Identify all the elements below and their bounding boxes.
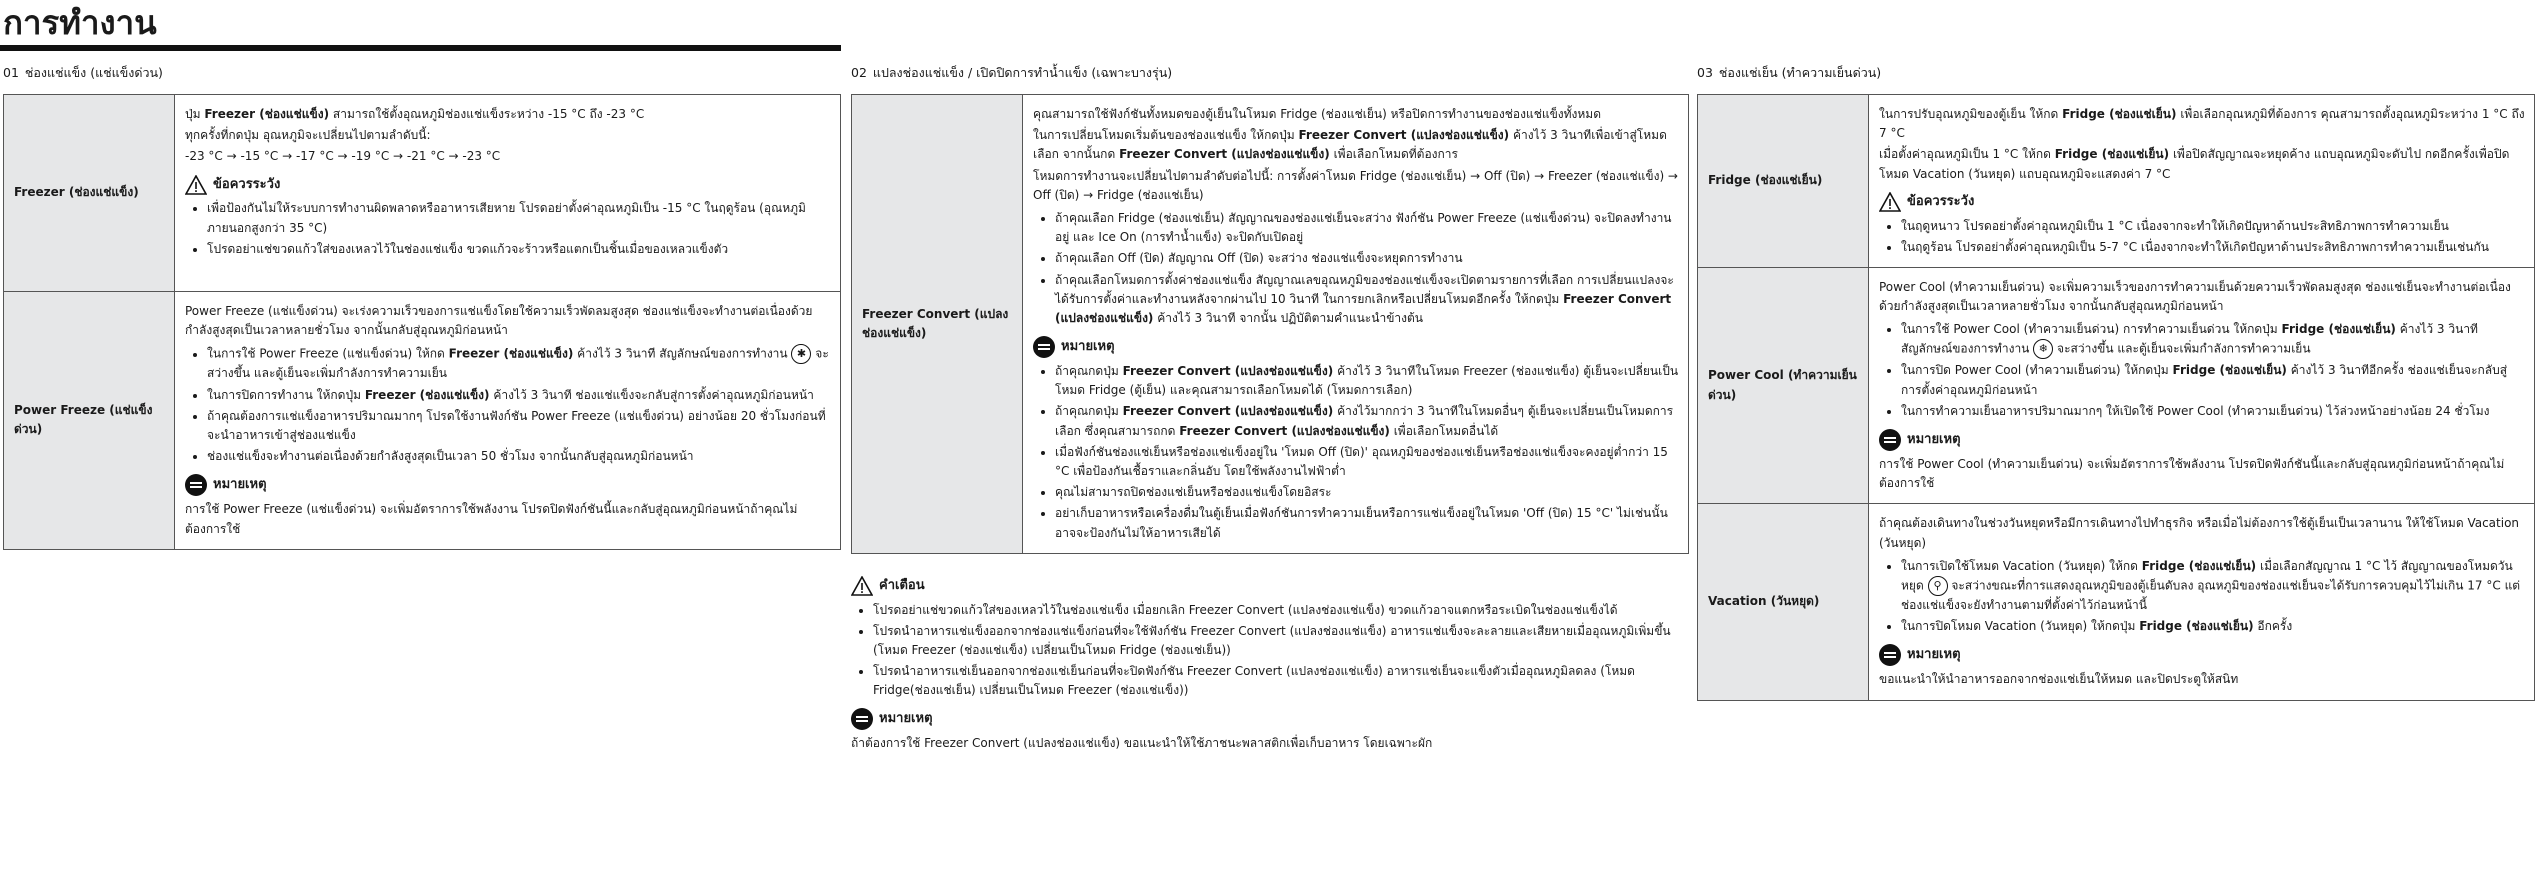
section-heading: [3, 62, 841, 84]
note-icon: [1879, 429, 1901, 451]
table-row: [4, 292, 841, 550]
note-text: ถ้าต้องการใช้ Freezer Convert (แปลงช่องแช่แข็ง) ขอแนะนำให้ใช้ภาชนะพลาสติกเพื่อเก็บอาหาร โดยเฉพาะผัก: [851, 736, 1433, 751]
warning-block: [851, 576, 1689, 754]
list-item: • โปรดนำอาหารแช่เย็นออกจากช่องแช่เย็นก่อนที่จะปิดฟังก์ชัน Freezer Convert (แปลงช่องแช่แข็ง) อาหารแช่เย็นจะแข็งตัวเมื่ออุณหภูมิลดลง (โหมด Fridge(ช่องแช่เย็น) เปลี่ยนเป็นโหมด Freezer (ช่องแช่แข็ง)): [873, 662, 1689, 700]
row-content: [1869, 95, 2535, 268]
power-freeze-symbol-icon: ✱: [791, 344, 811, 364]
paragraph: ในการปรับอุณหภูมิของตู้เย็น ให้กด Fridge (ช่องแช่เย็น) เพื่อเลือกอุณหภูมิที่ต้องการ คุณสามารถตั้งอุณหภูมิระหว่าง 1 °C ถึง 7 °C: [1879, 107, 2525, 141]
paragraph: Power Freeze (แช่แข็งด่วน) จะเร่งความเร็วของการแช่แข็งโดยใช้ความเร็วพัดลมสูงสุด ช่องแช่แข็งจะทำงานต่อเนื่องด้วยกำลังสูงสุดเป็นเวลาหลายชั่วโมง จากนั้นกลับสู่อุณหภูมิก่อนหน้า: [185, 304, 813, 338]
note-list: [1033, 362, 1680, 543]
fridge-table: [1697, 94, 2535, 701]
caution-heading: ข้อควรระวัง: [1879, 192, 2526, 213]
list-item: • ถ้าคุณกดปุ่ม Freezer Convert (แปลงช่องแช่แข็ง) ค้างไว้ 3 วินาทีในโหมด Freezer (ช่องแช่แข็ง) ตู้เย็นจะเปลี่ยนเป็นโหมด Fridge (ตู้เย็น) และคุณสามารถเลือกโหมดได้ (โหมดการเลือก): [1055, 362, 1680, 400]
freezer-table: [3, 94, 841, 550]
caution-triangle-icon: [185, 175, 207, 195]
caution-triangle-icon: [1879, 192, 1901, 212]
list-item: • ในการทำความเย็นอาหารปริมาณมากๆ ให้เปิดใช้ Power Cool (ทำความเย็นด่วน) ไว้ล่วงหน้าอย่างน้อย 24 ชั่วโมง: [1901, 402, 2526, 421]
note-text: การใช้ Power Freeze (แช่แข็งด่วน) จะเพิ่มอัตราการใช้พลังงาน โปรดปิดฟังก์ชันนี้และกลับสู่อุณหภูมิก่อนหน้าถ้าคุณไม่ต้องการใช้: [185, 502, 798, 536]
note-icon: [851, 708, 873, 730]
warning-list: [851, 601, 1689, 701]
row-label: Freezer (ช่องแช่แข็ง): [4, 95, 175, 292]
list-item: • เมื่อฟังก์ชันช่องแช่เย็นหรือช่องแช่แข็งอยู่ใน 'โหมด Off (ปิด)' อุณหภูมิของช่องแช่เย็นหรือช่องแช่แข็งจะคงอยู่ต่ำกว่า 15 °C เพื่อป้องกันเชื้อราและกลิ่นอับ โดยใช้พลังงานไฟฟ้าต่ำ: [1055, 443, 1680, 481]
caution-list: [1879, 217, 2526, 257]
page-title: การทำงาน: [3, 3, 157, 42]
caution-list: [185, 199, 832, 259]
list-item: • ถ้าคุณเลือก Off (ปิด) สัญญาณ Off (ปิด) จะสว่าง ช่องแช่แข็งจะหยุดการทำงาน: [1055, 249, 1680, 268]
vacation-symbol-icon: ⚲: [1928, 576, 1948, 596]
paragraph: ปุ่ม Freezer (ช่องแช่แข็ง) สามารถใช้ตั้งอุณหภูมิช่องแช่แข็งระหว่าง -15 °C ถึง -23 °C: [185, 107, 645, 121]
note-heading: หมายเหตุ: [1879, 644, 2526, 666]
caution-heading: ข้อควรระวัง: [185, 175, 832, 196]
list-item: • ถ้าคุณกดปุ่ม Freezer Convert (แปลงช่องแช่แข็ง) ค้างไว้มากกว่า 3 วินาทีในโหมดอื่นๆ ตู้เย็นจะเปลี่ยนเป็นโหมดการเลือก ซึ่งคุณสามารถกด Freezer Convert (แปลงช่องแช่แข็ง) เพื่อเลือกโหมดอื่นได้: [1055, 402, 1680, 440]
list-item: • อย่าเก็บอาหารหรือเครื่องดื่มในตู้เย็นเมื่อฟังก์ชันการทำความเย็นหรือการแช่แข็งอยู่ในโหมด 'Off (ปิด) 15 °C' ไม่เช่นนั้นอาจจะป้องกันไม่ให้อาหารเสียได้: [1055, 504, 1680, 542]
note-heading: หมายเหตุ: [851, 708, 1689, 730]
section-freezer-convert: [851, 62, 1689, 756]
note-heading: หมายเหตุ: [1033, 336, 1680, 358]
row-content: [175, 292, 841, 550]
paragraph: ทุกครั้งที่กดปุ่ม อุณหภูมิจะเปลี่ยนไปตามลำดับนี้:: [185, 128, 431, 143]
list-item: • เพื่อป้องกันไม่ให้ระบบการทำงานผิดพลาดหรืออาหารเสียหาย โปรดอย่าตั้งค่าอุณหภูมิเป็น -15 °C ในฤดูร้อน (อุณหภูมิภายนอกสูงกว่า 35 °C): [207, 199, 832, 237]
section-fridge: [1697, 62, 2535, 701]
section-title: แปลงช่องแช่แข็ง / เปิดปิดการทำน้ำแข็ง (เฉพาะบางรุ่น): [872, 65, 1173, 80]
list-item: • ในการเปิดใช้โหมด Vacation (วันหยุด) ให้กด Fridge (ช่องแช่เย็น) เมื่อเลือกสัญญาณ 1 °C ไว้ สัญญาณของโหมดวันหยุด ⚲ จะสว่างขณะที่การแสดงอุณหภูมิของตู้เย็นดับลง อุณหภูมิของช่องแช่เย็นจะได้รับการควบคุมไว้ไม่เกิน 17 °C แต่ช่องแช่แข็งจะยังทำงานตามที่ตั้งค่าไว้ก่อนหน้านี้: [1901, 557, 2526, 615]
list-item: • ในการปิด Power Cool (ทำความเย็นด่วน) ให้กดปุ่ม Fridge (ช่องแช่เย็น) ค้างไว้ 3 วินาทีอีกครั้ง ช่องแช่เย็นจะกลับสู่การตั้งค่าอุณหภูมิก่อนหน้า: [1901, 361, 2526, 399]
row-content: [175, 95, 841, 292]
list-item: • ในการปิดโหมด Vacation (วันหยุด) ให้กดปุ่ม Fridge (ช่องแช่เย็น) อีกครั้ง: [1901, 617, 2526, 636]
section-heading: [851, 62, 1689, 84]
table-row: [1698, 504, 2535, 700]
list-item: • ช่องแช่แข็งจะทำงานต่อเนื่องด้วยกำลังสูงสุดเป็นเวลา 50 ชั่วโมง จากนั้นกลับสู่อุณหภูมิก่อนหน้า: [207, 447, 832, 466]
list-item: • ถ้าคุณเลือกโหมดการตั้งค่าช่องแช่แข็ง สัญญาณเลขอุณหภูมิของช่องแช่แข็งจะเปิดตามรายการที่เลือก การเปลี่ยนแปลงจะได้รับการตั้งค่าและทำงานหลังจากผ่านไป 10 วินาที ในการยกเลิกหรือเปลี่ยนโหมดอีกครั้ง ให้กดปุ่ม Freezer Convert (แปลงช่องแช่แข็ง) ค้างไว้ 3 วินาที จากนั้น ปฏิบัติตามคำแนะนำข้างต้น: [1055, 271, 1680, 329]
paragraph: คุณสามารถใช้ฟังก์ชันทั้งหมดของตู้เย็นในโหมด Fridge (ช่องแช่เย็น) หรือปิดการทำงานของช่องแช่แข็งทั้งหมด: [1033, 107, 1602, 121]
row-label: Power Cool (ทำความเย็นด่วน): [1698, 267, 1869, 504]
title-rule: [0, 45, 841, 51]
section-heading: [1697, 62, 2535, 84]
list-item: • ถ้าคุณต้องการแช่แข็งอาหารปริมาณมากๆ โปรดใช้งานฟังก์ชัน Power Freeze (แช่แข็งด่วน) อย่างน้อย 20 ชั่วโมงก่อนที่จะนำอาหารเข้าสู่ช่องแช่แข็ง: [207, 407, 832, 445]
note-icon: [185, 474, 207, 496]
row-label: Fridge (ช่องแช่เย็น): [1698, 95, 1869, 268]
row-content: [1869, 504, 2535, 700]
paragraph: ในการเปลี่ยนโหมดเริ่มต้นของช่องแช่แข็ง ให้กดปุ่ม Freezer Convert (แปลงช่องแช่แข็ง) ค้างไว้ 3 วินาทีเพื่อเข้าสู่โหมดเลือก จากนั้นกด Freezer Convert (แปลงช่องแช่แข็ง) เพื่อเลือกโหมดที่ต้องการ: [1033, 128, 1667, 162]
row-label: Vacation (วันหยุด): [1698, 504, 1869, 700]
warning-heading: คำเตือน: [851, 576, 1689, 597]
list-item: • ในการปิดการทำงาน ให้กดปุ่ม Freezer (ช่องแช่แข็ง) ค้างไว้ 3 วินาที ช่องแช่แข็งจะกลับสู่การตั้งค่าอุณหภูมิก่อนหน้า: [207, 386, 832, 405]
table-row: [4, 95, 841, 292]
paragraph: โหมดการทำงานจะเปลี่ยนไปตามลำดับต่อไปนี้: การตั้งค่าโหมด Fridge (ช่องแช่เย็น) → Off (ปิด) → Freezer (ช่องแช่แข็ง) → Off (ปิด) → Fridge (ช่องแช่เย็น): [1033, 168, 1678, 202]
temperature-sequence: -23 °C → -15 °C → -17 °C → -19 °C → -21 °C → -23 °C: [185, 149, 501, 164]
instruction-list: [1879, 320, 2526, 421]
note-text: การใช้ Power Cool (ทำความเย็นด่วน) จะเพิ่มอัตราการใช้พลังงาน โปรดปิดฟังก์ชันนี้และกลับสู่อุณหภูมิก่อนหน้าถ้าคุณไม่ต้องการใช้: [1879, 457, 2505, 491]
paragraph: ถ้าคุณต้องเดินทางในช่วงวันหยุดหรือมีการเดินทางไปทำธุรกิจ หรือเมื่อไม่ต้องการใช้ตู้เย็นเป็นเวลานาน ให้ใช้โหมด Vacation (วันหยุด): [1879, 516, 2520, 550]
mode-list: [1033, 209, 1680, 328]
note-icon: [1879, 644, 1901, 666]
note-heading: หมายเหตุ: [185, 474, 832, 496]
list-item: • คุณไม่สามารถปิดช่องแช่เย็นหรือช่องแช่แข็งโดยอิสระ: [1055, 483, 1680, 502]
list-item: • ในฤดูร้อน โปรดอย่าตั้งค่าอุณหภูมิเป็น 5-7 °C เนื่องจากจะทำให้เกิดปัญหาด้านประสิทธิภาพการทำความเย็นเช่นกัน: [1901, 238, 2526, 257]
warning-triangle-icon: [851, 576, 873, 596]
row-label: Freezer Convert (แปลงช่องแช่แข็ง): [852, 95, 1023, 554]
section-number: 01: [3, 65, 19, 80]
section-freezer: [3, 62, 841, 550]
row-content: [1023, 95, 1689, 554]
list-item: • ในการใช้ Power Freeze (แช่แข็งด่วน) ให้กด Freezer (ช่องแช่แข็ง) ค้างไว้ 3 วินาที สัญลักษณ์ของการทำงาน ✱ จะสว่างขึ้น และตู้เย็นจะเพิ่มกำลังการทำความเย็น: [207, 344, 832, 383]
list-item: • โปรดนำอาหารแช่แข็งออกจากช่องแช่แข็งก่อนที่จะใช้ฟังก์ชัน Freezer Convert (แปลงช่องแช่แข็ง) อาหารแช่แข็งจะละลายและเสียหายเมื่ออุณหภูมิเพิ่มขึ้น (โหมด Freezer (ช่องแช่แข็ง) เปลี่ยนเป็นโหมด Fridge (ช่องแช่เย็น)): [873, 622, 1689, 660]
list-item: • ในการใช้ Power Cool (ทำความเย็นด่วน) การทำความเย็นด่วน ให้กดปุ่ม Fridge (ช่องแช่เย็น) ค้างไว้ 3 วินาที สัญลักษณ์ของการทำงาน ❄ จะสว่างขึ้น และตู้เย็นจะเพิ่มกำลังการทำความเย็น: [1901, 320, 2526, 359]
note-text: ขอแนะนำให้นำอาหารออกจากช่องแช่เย็นให้หมด และปิดประตูให้สนิท: [1879, 672, 2239, 687]
paragraph: เมื่อตั้งค่าอุณหภูมิเป็น 1 °C ให้กด Fridge (ช่องแช่เย็น) เพื่อปิดสัญญาณจะหยุดค้าง แถบอุณหภูมิจะดับไป กดอีกครั้งเพื่อปิดโหมด Vacation (วันหยุด) แถบอุณหภูมิจะแสดงค่า 7 °C: [1879, 147, 2510, 181]
note-icon: [1033, 336, 1055, 358]
section-title: ช่องแช่เย็น (ทำความเย็นด่วน): [1718, 65, 1882, 80]
note-heading: หมายเหตุ: [1879, 429, 2526, 451]
table-row: [1698, 267, 2535, 504]
paragraph: Power Cool (ทำความเย็นด่วน) จะเพิ่มความเร็วของการทำความเย็นด้วยความเร็วพัดลมสูงสุด ช่องแช่เย็นจะทำงานต่อเนื่องด้วยกำลังสูงสุดเป็นเวลาหลายชั่วโมง จากนั้นกลับสู่อุณหภูมิก่อนหน้า: [1879, 279, 2511, 314]
list-item: • โปรดอย่าแช่ขวดแก้วใส่ของเหลวไว้ในช่องแช่แข็ง ขวดแก้วจะร้าวหรือแตกเป็นชิ้นเมื่อของเหลวแข็งตัว: [207, 240, 832, 259]
section-title: ช่องแช่แข็ง (แช่แข็งด่วน): [24, 65, 163, 80]
list-item: • โปรดอย่าแช่ขวดแก้วใส่ของเหลวไว้ในช่องแช่แข็ง เมื่อยกเลิก Freezer Convert (แปลงช่องแช่แข็ง) ขวดแก้วอาจแตกหรือระเบิดในช่องแช่แข็งได้: [873, 601, 1689, 620]
row-content: [1869, 267, 2535, 504]
instruction-list: [185, 344, 832, 466]
freezer-convert-table: [851, 94, 1689, 554]
instruction-list: [1879, 557, 2526, 637]
section-number: 02: [851, 65, 867, 80]
list-item: • ในฤดูหนาว โปรดอย่าตั้งค่าอุณหภูมิเป็น 1 °C เนื่องจากจะทำให้เกิดปัญหาด้านประสิทธิภาพการทำความเย็น: [1901, 217, 2526, 236]
power-cool-symbol-icon: ❄: [2033, 339, 2053, 359]
row-label: Power Freeze (แช่แข็งด่วน): [4, 292, 175, 550]
table-row: [1698, 95, 2535, 268]
table-row: [852, 95, 1689, 554]
section-number: 03: [1697, 65, 1713, 80]
list-item: • ถ้าคุณเลือก Fridge (ช่องแช่เย็น) สัญญาณของช่องแช่เย็นจะสว่าง ฟังก์ชัน Power Freeze (แช่แข็งด่วน) จะปิดลงทำงานอยู่ และ Ice On (การทำน้ำแข็ง) จะปิดกับเปิดอยู่: [1055, 209, 1680, 247]
